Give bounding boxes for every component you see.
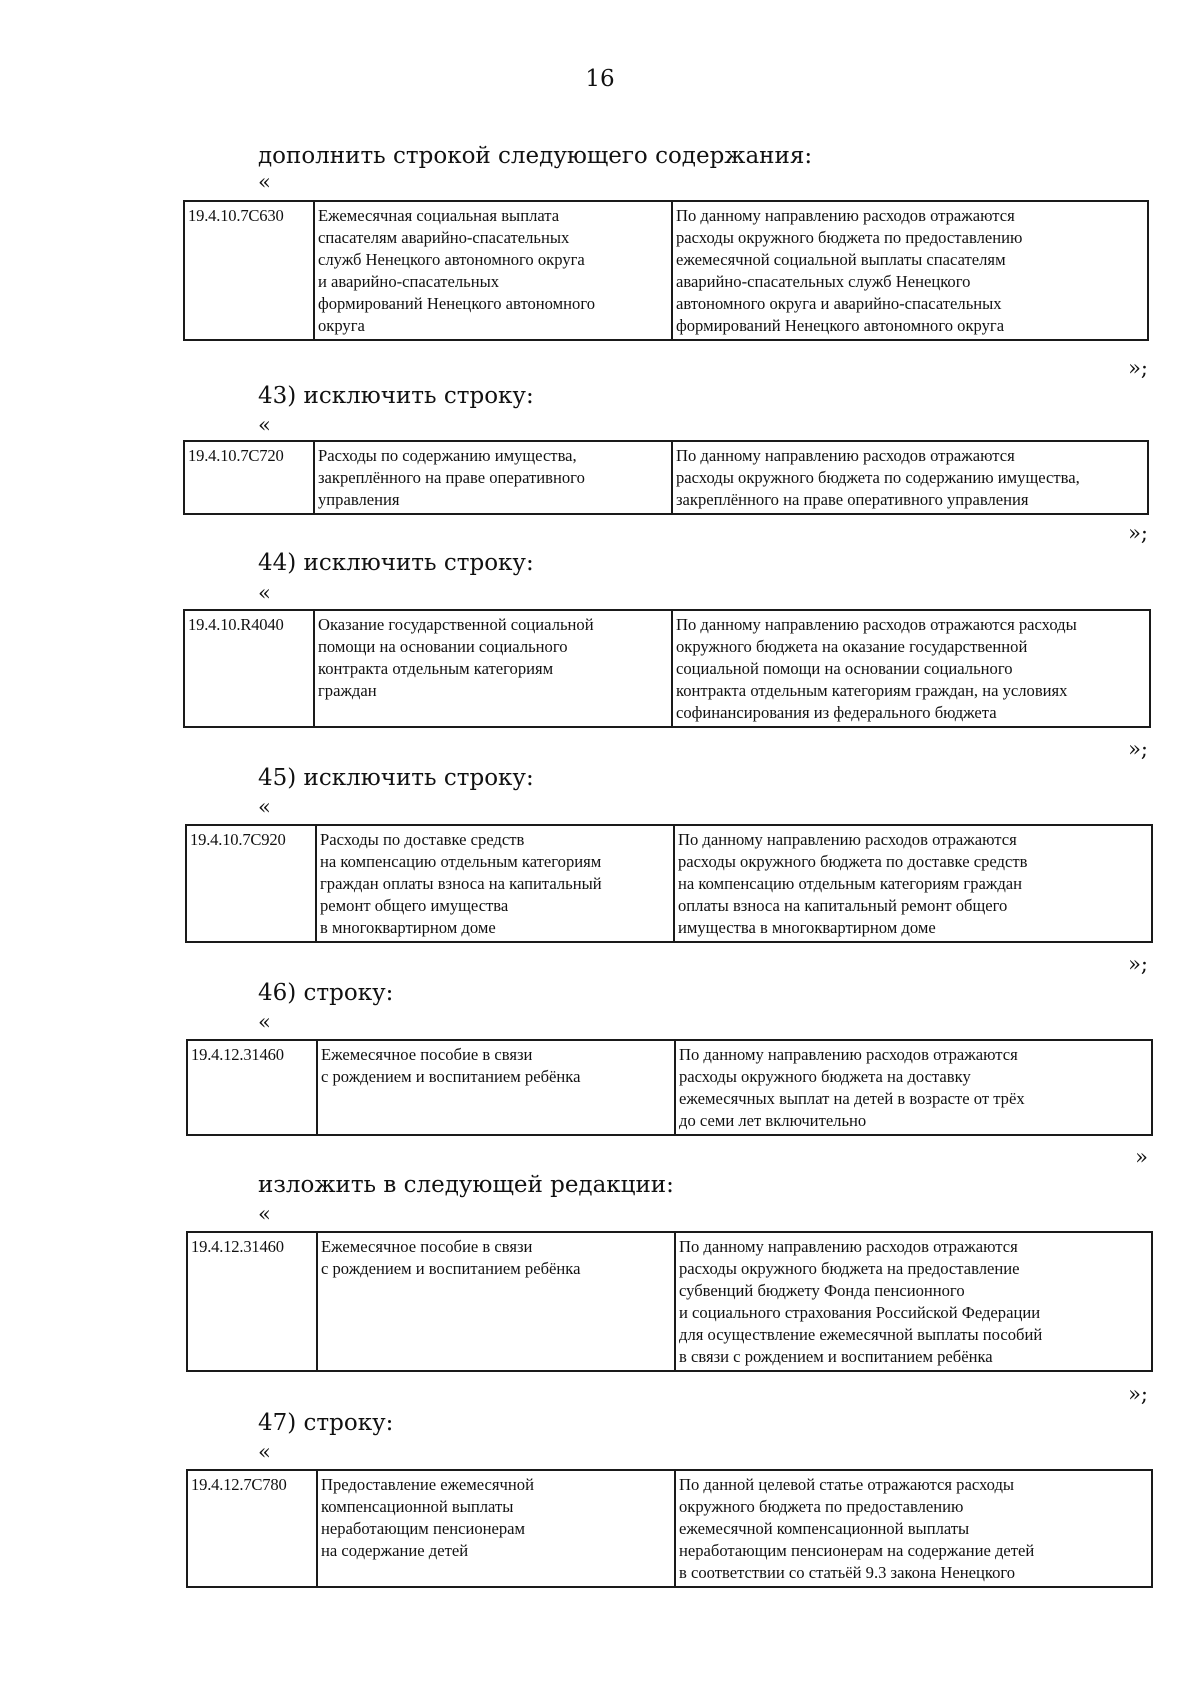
description-line: до семи лет включительно bbox=[679, 1111, 867, 1130]
code-cell: 19.4.12.7С780 bbox=[187, 1470, 317, 1587]
close-quote: »; bbox=[1128, 521, 1148, 545]
section-heading: 47) строку: bbox=[258, 1410, 394, 1436]
name-line: закреплённого на праве оперативного bbox=[318, 468, 585, 487]
name-line: и аварийно-спасательных bbox=[318, 272, 500, 291]
description-line: По данному направлению расходов отражаются bbox=[679, 1045, 1018, 1064]
description-line: расходы окружного бюджета по содержанию имущества, bbox=[676, 468, 1080, 487]
description-line: По данному направлению расходов отражаются bbox=[676, 446, 1015, 465]
description-line: По данному направлению расходов отражаются bbox=[678, 830, 1017, 849]
open-quote: « bbox=[258, 170, 271, 194]
description-line: имущества в многоквартирном доме bbox=[678, 918, 936, 937]
record-table bbox=[186, 1231, 1153, 1372]
name-cell bbox=[314, 610, 672, 727]
name-line: формирований Ненецкого автономного bbox=[318, 294, 596, 313]
section-heading: 45) исключить строку: bbox=[258, 765, 534, 791]
description-cell bbox=[675, 1040, 1152, 1135]
name-line: компенсационной выплаты bbox=[321, 1497, 514, 1516]
description-line: расходы окружного бюджета по доставке средств bbox=[678, 852, 1028, 871]
record-table bbox=[183, 609, 1151, 728]
description-line: и социального страхования Российской Федерации bbox=[679, 1303, 1041, 1322]
record-table bbox=[183, 200, 1149, 341]
table-row bbox=[187, 1470, 1152, 1587]
code-cell: 19.4.10.R4040 bbox=[184, 610, 314, 727]
description-line: закреплённого на праве оперативного управления bbox=[676, 490, 1029, 509]
name-line: неработающим пенсионерам bbox=[321, 1519, 526, 1538]
code-cell: 19.4.12.31460 bbox=[187, 1232, 317, 1371]
name-line: Ежемесячное пособие в связи bbox=[321, 1237, 533, 1256]
name-line: с рождением и воспитанием ребёнка bbox=[321, 1259, 581, 1278]
table-row bbox=[187, 1040, 1152, 1135]
description-line: аварийно-спасательных служб Ненецкого bbox=[676, 272, 971, 291]
open-quote: « bbox=[258, 795, 271, 819]
description-cell bbox=[675, 1470, 1152, 1587]
table-row bbox=[186, 825, 1152, 942]
description-line: По данному направлению расходов отражаются расходы bbox=[676, 615, 1077, 634]
description-line: расходы окружного бюджета на доставку bbox=[679, 1067, 971, 1086]
description-line: По данной целевой статье отражаются расходы bbox=[679, 1475, 1015, 1494]
name-line: Предоставление ежемесячной bbox=[321, 1475, 534, 1494]
name-line: граждан bbox=[318, 681, 377, 700]
code-cell: 19.4.12.31460 bbox=[187, 1040, 317, 1135]
section-heading: 46) строку: bbox=[258, 980, 394, 1006]
name-line: на компенсацию отдельным категориям bbox=[320, 852, 602, 871]
description-line: По данному направлению расходов отражаются bbox=[676, 206, 1015, 225]
description-line: ежемесячной компенсационной выплаты bbox=[679, 1519, 970, 1538]
open-quote: « bbox=[258, 413, 271, 437]
description-line: автономного округа и аварийно-спасательных bbox=[676, 294, 1002, 313]
table-row bbox=[184, 201, 1148, 340]
table-row bbox=[184, 441, 1148, 514]
open-quote: « bbox=[258, 1010, 271, 1034]
description-line: ежемесячных выплат на детей в возрасте от трёх bbox=[679, 1089, 1025, 1108]
section-heading: 44) исключить строку: bbox=[258, 550, 534, 576]
name-line: в многоквартирном доме bbox=[320, 918, 496, 937]
description-line: ежемесячной социальной выплаты спасателям bbox=[676, 250, 1006, 269]
name-line: Ежемесячное пособие в связи bbox=[321, 1045, 533, 1064]
description-cell bbox=[672, 201, 1148, 340]
page-number: 16 bbox=[585, 66, 615, 92]
name-cell bbox=[314, 201, 672, 340]
name-cell bbox=[317, 1470, 675, 1587]
description-cell bbox=[675, 1232, 1152, 1371]
name-cell bbox=[317, 1232, 675, 1371]
name-line: Расходы по доставке средств bbox=[320, 830, 525, 849]
record-table bbox=[186, 1469, 1153, 1588]
name-cell bbox=[314, 441, 672, 514]
description-line: формирований Ненецкого автономного округа bbox=[676, 316, 1005, 335]
name-line: управления bbox=[318, 490, 400, 509]
close-quote: »; bbox=[1128, 952, 1148, 976]
name-line: помощи на основании социального bbox=[318, 637, 568, 656]
description-line: По данному направлению расходов отражаются bbox=[679, 1237, 1018, 1256]
open-quote: « bbox=[258, 1440, 271, 1464]
name-line: на содержание детей bbox=[321, 1541, 469, 1560]
description-line: контракта отдельным категориям граждан, на условиях bbox=[676, 681, 1068, 700]
description-line: субвенций бюджету Фонда пенсионного bbox=[679, 1281, 965, 1300]
open-quote: « bbox=[258, 581, 271, 605]
code-cell: 19.4.10.7С720 bbox=[184, 441, 314, 514]
description-line: оплаты взноса на капитальный ремонт общего bbox=[678, 896, 1008, 915]
code-cell: 19.4.10.7С630 bbox=[184, 201, 314, 340]
name-line: с рождением и воспитанием ребёнка bbox=[321, 1067, 581, 1086]
name-cell bbox=[316, 825, 674, 942]
name-line: спасателям аварийно-спасательных bbox=[318, 228, 570, 247]
name-line: контракта отдельным категориям bbox=[318, 659, 554, 678]
open-quote: « bbox=[258, 1202, 271, 1226]
description-line: на компенсацию отдельным категориям граждан bbox=[678, 874, 1023, 893]
name-line: Оказание государственной социальной bbox=[318, 615, 594, 634]
table-row bbox=[187, 1232, 1152, 1371]
description-line: окружного бюджета по предоставлению bbox=[679, 1497, 964, 1516]
code-cell: 19.4.10.7С920 bbox=[186, 825, 316, 942]
record-table bbox=[186, 1039, 1153, 1136]
section-heading: изложить в следующей редакции: bbox=[258, 1172, 674, 1198]
name-line: Ежемесячная социальная выплата bbox=[318, 206, 560, 225]
table-row bbox=[184, 610, 1150, 727]
description-line: окружного бюджета на оказание государственной bbox=[676, 637, 1028, 656]
description-cell bbox=[672, 441, 1148, 514]
description-line: софинансирования из федерального бюджета bbox=[676, 703, 997, 722]
name-line: служб Ненецкого автономного округа bbox=[318, 250, 585, 269]
name-line: Расходы по содержанию имущества, bbox=[318, 446, 577, 465]
description-cell bbox=[674, 825, 1152, 942]
name-line: ремонт общего имущества bbox=[320, 896, 509, 915]
description-line: неработающим пенсионерам на содержание детей bbox=[679, 1541, 1035, 1560]
description-line: расходы окружного бюджета по предоставлению bbox=[676, 228, 1023, 247]
description-line: социальной помощи на основании социального bbox=[676, 659, 1013, 678]
section-heading: 43) исключить строку: bbox=[258, 383, 534, 409]
description-line: для осуществление ежемесячной выплаты пособий bbox=[679, 1325, 1043, 1344]
close-quote: » bbox=[1135, 1145, 1148, 1169]
close-quote: »; bbox=[1128, 1382, 1148, 1406]
description-line: в связи с рождением и воспитанием ребёнка bbox=[679, 1347, 993, 1366]
name-line: граждан оплаты взноса на капитальный bbox=[320, 874, 602, 893]
name-cell bbox=[317, 1040, 675, 1135]
close-quote: »; bbox=[1128, 737, 1148, 761]
description-cell bbox=[672, 610, 1150, 727]
intro-heading: дополнить строкой следующего содержания: bbox=[258, 143, 813, 169]
record-table bbox=[185, 824, 1153, 943]
description-line: в соответствии со статьёй 9.3 закона Ненецкого bbox=[679, 1563, 1016, 1582]
record-table bbox=[183, 440, 1149, 515]
description-line: расходы окружного бюджета на предоставление bbox=[679, 1259, 1020, 1278]
close-quote: »; bbox=[1128, 356, 1148, 380]
name-line: округа bbox=[318, 316, 365, 335]
